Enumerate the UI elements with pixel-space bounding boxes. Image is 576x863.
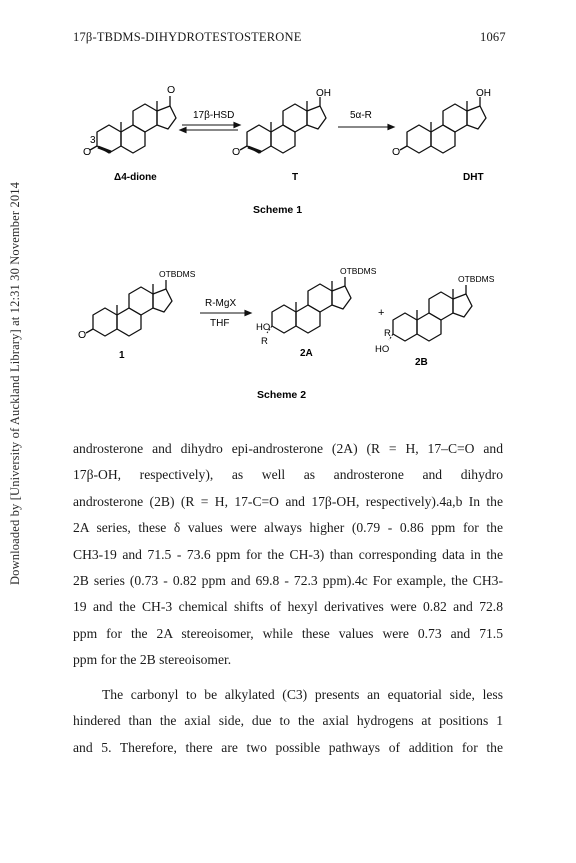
body-line: ppm for the 2A stereoisomer, while these values were 0.73 and 71.5: [73, 625, 503, 641]
body-line: CH3-19 and 71.5 - 73.6 ppm for the CH-3) than corresponding data in the: [73, 546, 503, 562]
scheme1-dht: [400, 97, 486, 153]
compound2a-otbdms: OTBDMS: [340, 266, 377, 276]
scheme2-compound-2b: [389, 285, 472, 341]
compound1-o: O: [78, 329, 87, 341]
scheme1-androstenedione: [90, 96, 176, 153]
body-line: androsterone (2B) (R = H, 17-C=O and 17β-OH, respectively).4a,b In the: [73, 493, 503, 509]
scheme2-reagent: R-MgX: [205, 298, 237, 309]
scheme1-caption: Scheme 1: [253, 204, 303, 216]
scheme2-reaction-arrow: [200, 311, 251, 316]
label-testosterone: T: [292, 172, 299, 183]
body-line: The carbonyl to be alkylated (C3) presents an equatorial side, less: [102, 687, 503, 702]
body-line: 19 and the CH-3 chemical shifts of hexyl derivatives were 0.82 and 72.8: [73, 599, 503, 615]
compound2a-r: R: [261, 336, 268, 347]
label-compound-2b: 2B: [415, 357, 428, 368]
scheme1-dione-o: O: [83, 146, 92, 158]
body-line: androsterone and dihydro epi-androsterone (2A) (R = H, 17–C=O and: [73, 441, 503, 456]
label-compound-2a: 2A: [300, 348, 313, 359]
page-number: 1067: [480, 30, 506, 44]
scheme2-caption: Scheme 2: [257, 389, 307, 400]
paragraph-1: [73, 436, 503, 674]
scheme1-testosterone: [240, 97, 326, 153]
label-dht: DHT: [463, 172, 484, 183]
scheme1-dht-oh: OH: [476, 88, 491, 99]
scheme1-t-o: O: [232, 146, 241, 158]
body-line: 2B series (0.73 - 0.82 ppm and 69.8 - 72.3 ppm).4c For example, the CH3-: [73, 573, 503, 589]
download-note: Downloaded by [University of Auckland Library] at 12:31 30 November 2014: [8, 181, 22, 585]
paragraph-2: [73, 682, 503, 761]
scheme1-equilibrium-arrow: [180, 123, 240, 133]
scheme1-position-3: 3: [90, 135, 96, 146]
scheme1-forward-arrow: [338, 125, 394, 130]
compound2a-ho: HO: [256, 322, 271, 333]
scheme2-solvent: THF: [210, 318, 230, 329]
compound2b-otbdms: OTBDMS: [458, 274, 495, 284]
body-line: ppm for the 2B stereoisomer.: [73, 652, 232, 668]
compound2b-r: R: [384, 328, 391, 339]
scheme1-dht-o: O: [392, 146, 401, 158]
scheme2-compound-1: [86, 280, 172, 336]
compound2b-ho: HO: [375, 344, 390, 355]
body-line: hindered than the axial side, due to the axial hydrogens at positions 1: [73, 713, 503, 729]
body-line: and 5. Therefore, there are two possible pathways of addition for the: [73, 739, 503, 755]
scheme2-compound-2a: [267, 277, 351, 333]
label-compound-1: 1: [119, 350, 125, 361]
scheme2-plus: +: [378, 307, 385, 319]
scheme1-t-oh: OH: [316, 88, 331, 99]
body-line: 17β-OH, respectively), as well as androsterone and dihydro: [73, 467, 503, 483]
compound1-otbdms: OTBDMS: [159, 269, 196, 279]
scheme1-arrow2-label: 5α-R: [350, 110, 372, 121]
label-androstenedione: Δ4-dione: [114, 172, 157, 183]
scheme1-ketone-o: O: [167, 84, 176, 96]
running-title: 17β-TBDMS-DIHYDROTESTOSTERONE: [73, 30, 302, 44]
reaction-schemes: [0, 0, 576, 400]
scheme1-arrow1-label: 17β-HSD: [193, 110, 235, 121]
body-line: 2A series, these δ values were always higher (0.79 - 0.86 ppm for the: [73, 520, 503, 536]
